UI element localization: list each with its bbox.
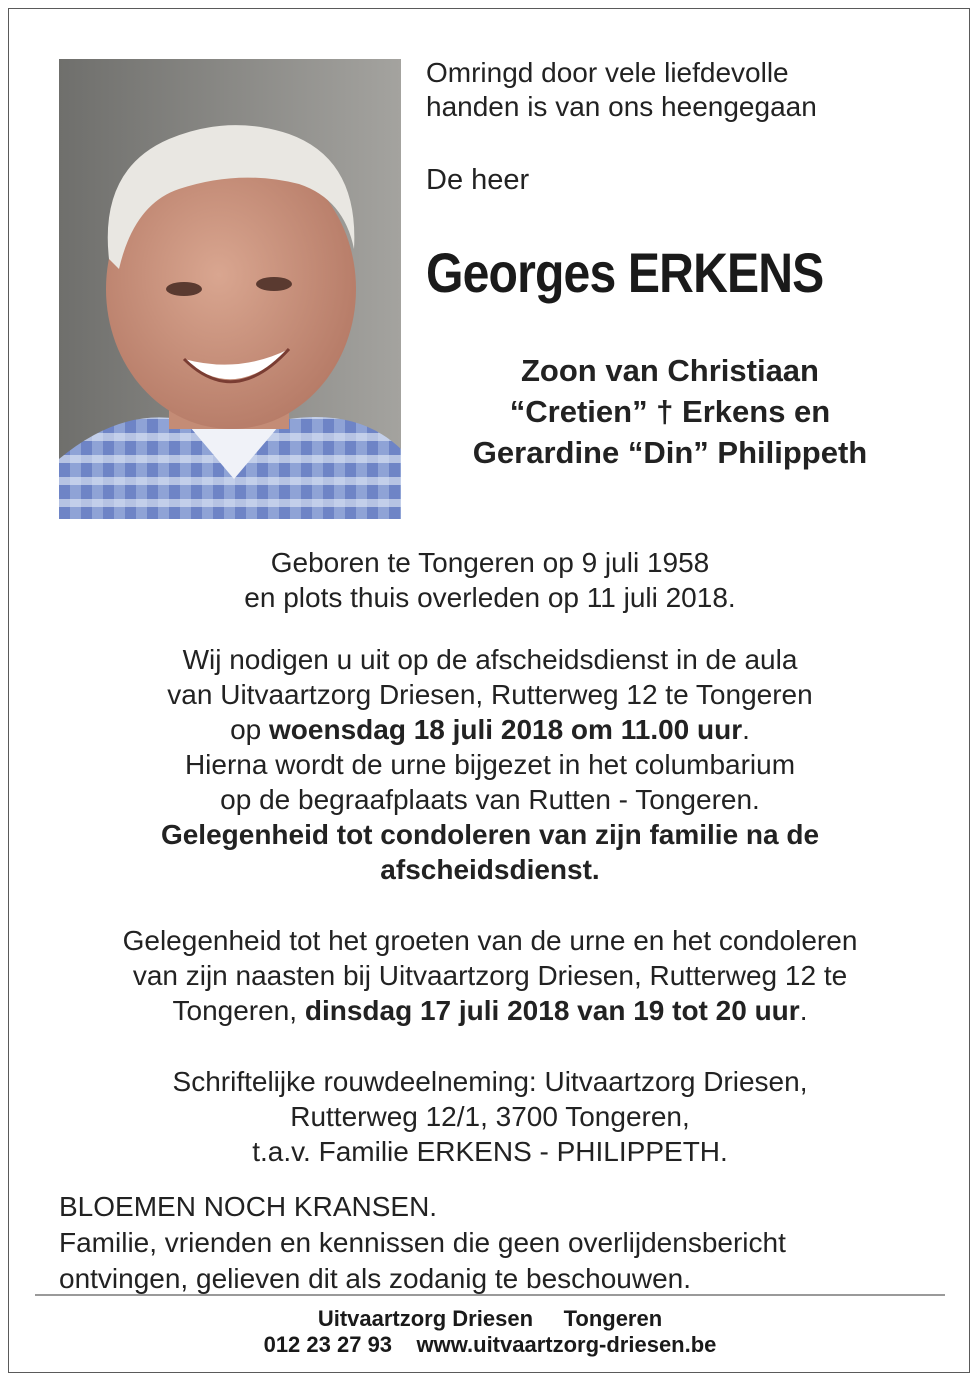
service-date: woensdag 18 juli 2018 om 11.00 uur bbox=[269, 714, 743, 745]
footer-company: Uitvaartzorg Driesen bbox=[317, 1306, 534, 1331]
portrait-photo bbox=[59, 59, 401, 519]
deceased-name: Georges ERKENS bbox=[426, 241, 824, 304]
title-prefix: De heer bbox=[426, 164, 530, 196]
service-date-line bbox=[40, 712, 940, 747]
footer-phone: 012 23 27 93 bbox=[263, 1332, 393, 1357]
parents-line: “Cretien” † Erkens en bbox=[509, 394, 831, 429]
condolence-note: afscheidsdienst. bbox=[380, 854, 600, 885]
born-line: Geboren te Tongeren op 9 juli 1958 bbox=[270, 547, 710, 578]
footer-city: Tongeren bbox=[563, 1306, 663, 1331]
service-line: Hierna wordt de urne bijgezet in het columbarium bbox=[184, 749, 796, 780]
visitation-block bbox=[40, 923, 940, 1028]
footer-website: www.uitvaartzorg-driesen.be bbox=[416, 1332, 717, 1357]
service-block bbox=[40, 642, 940, 887]
footer-company-line bbox=[0, 1306, 980, 1332]
flowers-notice bbox=[59, 1189, 786, 1297]
born-line: en plots thuis overleden op 11 juli 2018. bbox=[244, 582, 736, 613]
birth-death-block bbox=[40, 545, 940, 615]
flowers-line: ontvingen, gelieven dit als zodanig te beschouwen. bbox=[59, 1263, 691, 1294]
intro-text bbox=[426, 56, 946, 124]
letter-line: Rutterweg 12/1, 3700 Tongeren, bbox=[290, 1101, 690, 1132]
visit-line: Gelegenheid tot het groeten van de urne en het condoleren bbox=[122, 925, 858, 956]
footer-divider bbox=[35, 1294, 945, 1296]
flowers-line: BLOEMEN NOCH KRANSEN. bbox=[59, 1191, 438, 1222]
footer-contact-line bbox=[0, 1332, 980, 1358]
intro-line: Omringd door vele liefdevolle bbox=[426, 57, 789, 88]
service-line: op de begraafplaats van Rutten - Tongeren. bbox=[220, 784, 760, 815]
parents-line: Zoon van Christiaan bbox=[521, 353, 819, 388]
visit-line: van zijn naasten bij Uitvaartzorg Driesen, Rutterweg 12 te bbox=[132, 960, 848, 991]
service-line: Wij nodigen u uit op de afscheidsdienst in de aula bbox=[182, 644, 798, 675]
service-date-prefix: op bbox=[230, 714, 270, 745]
visit-date: dinsdag 17 juli 2018 van 19 tot 20 uur bbox=[304, 995, 800, 1026]
parents-block bbox=[420, 350, 920, 473]
service-date-suffix: . bbox=[742, 714, 750, 745]
written-condolence-block bbox=[40, 1064, 940, 1169]
service-line: van Uitvaartzorg Driesen, Rutterweg 12 te Tongeren bbox=[167, 679, 813, 710]
parents-line: Gerardine “Din” Philippeth bbox=[472, 435, 868, 470]
intro-line: handen is van ons heengegaan bbox=[426, 91, 817, 122]
visit-date-suffix: . bbox=[799, 995, 808, 1026]
visit-date-prefix: Tongeren, bbox=[172, 995, 305, 1026]
visit-date-line bbox=[40, 993, 940, 1028]
letter-line: Schriftelijke rouwdeelneming: Uitvaartzorg Driesen, bbox=[172, 1066, 808, 1097]
condolence-note: Gelegenheid tot condoleren van zijn familie na de bbox=[160, 819, 820, 850]
flowers-line: Familie, vrienden en kennissen die geen overlijdensbericht bbox=[59, 1227, 786, 1258]
letter-line: t.a.v. Familie ERKENS - PHILIPPETH. bbox=[252, 1136, 728, 1167]
